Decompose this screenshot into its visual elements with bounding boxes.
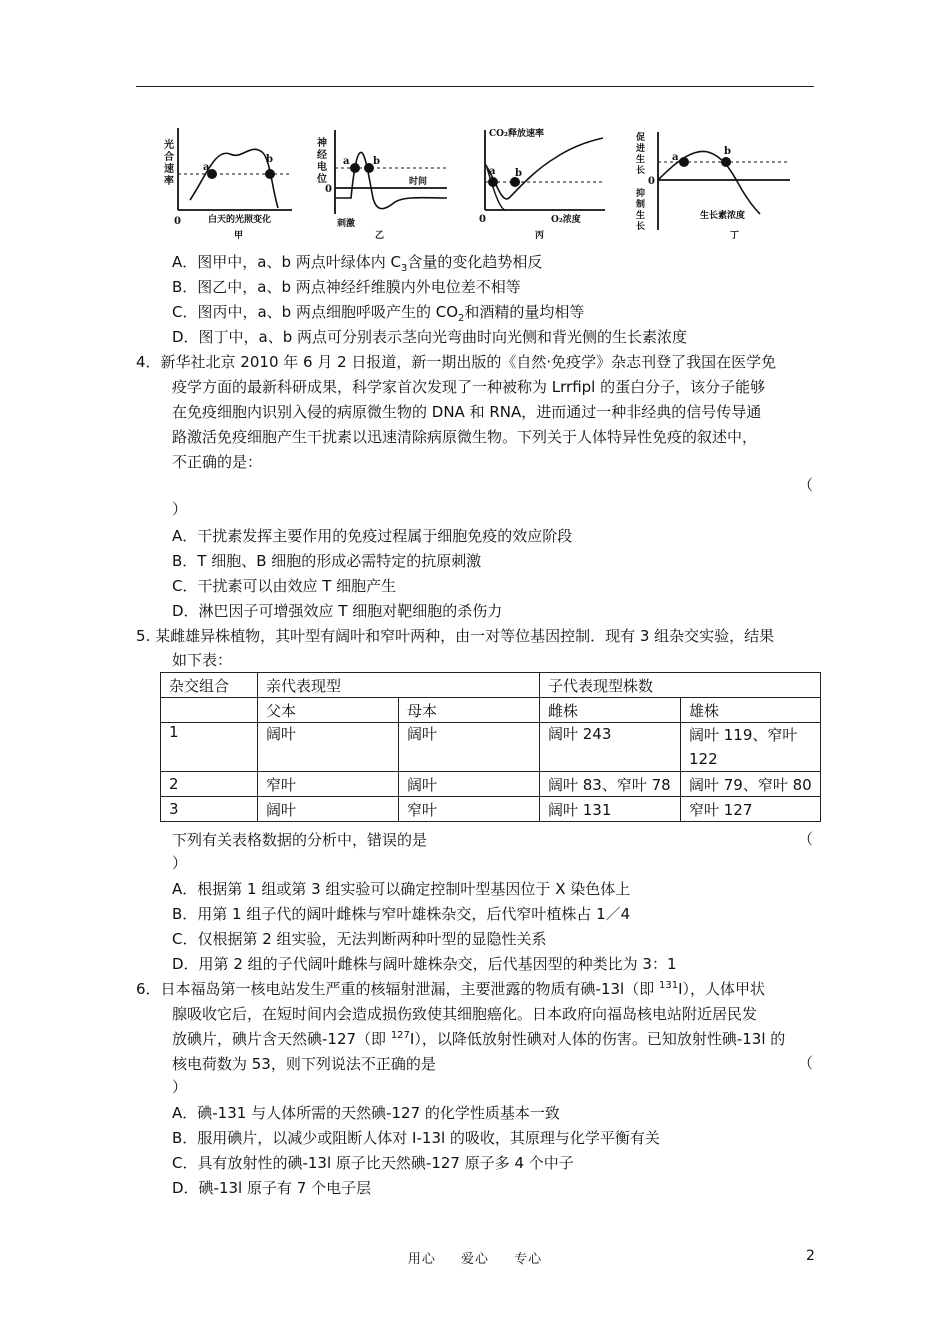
table-cell-male-line1: 阔叶 119、窄叶	[689, 726, 798, 744]
q6-paren-open: （	[798, 1054, 814, 1072]
ding-point-a	[679, 157, 689, 167]
bing-caption: 丙	[535, 231, 545, 241]
ding-point-b	[721, 157, 731, 167]
jia-caption: 甲	[234, 231, 244, 241]
table-cell-id: 3	[161, 797, 258, 822]
table-header-offspring: 子代表现型株数	[540, 673, 821, 698]
q3-option-c-tail: 和酒精的量均相等	[464, 303, 585, 321]
ding-ylabel-top-4: 长	[636, 166, 646, 176]
yi-label-a: a	[343, 156, 350, 167]
q6-stem-line1	[136, 977, 765, 1001]
q4-option-c: C．干扰素可以由效应 T 细胞产生	[172, 577, 397, 595]
q6-option-c: C．具有放射性的碘-13l 原子比天然碘-127 原子多 4 个中子	[172, 1154, 574, 1172]
q6-stem-line4: 核电荷数为 53，则下列说法不正确的是	[172, 1055, 436, 1073]
q4-stem-line1: 4．新华社北京 2010 年 6 月 2 日报道，新一期出版的《自然·免疫学》杂志刊登了我国在医学免	[136, 353, 777, 371]
table-row	[161, 772, 821, 797]
table-cell-male: 阔叶 79、窄叶 80	[681, 772, 821, 797]
figure-row	[160, 118, 820, 246]
table-cell-male: 窄叶 127	[681, 797, 821, 822]
ding-label-b: b	[724, 146, 731, 157]
q3-option-c-text: C．图丙中，a、b 两点细胞呼吸产生的 CO	[172, 303, 459, 321]
footer-text-3: 专心	[514, 1252, 543, 1267]
q5-stem-line2: 如下表：	[172, 651, 233, 669]
table-row	[161, 797, 821, 822]
table-cell-father: 窄叶	[258, 772, 399, 797]
ding-origin: 0	[648, 176, 655, 187]
page-number: 2	[806, 1248, 815, 1264]
q5-option-d: D．用第 2 组的子代阔叶雌株与阔叶雄株杂交，后代基因型的种类比为 3：1	[172, 955, 677, 973]
q5-option-a: A．根据第 1 组或第 3 组实验可以确定控制叶型基因位于 X 染色体上	[172, 880, 631, 898]
table-cell-male	[681, 723, 821, 772]
q4-option-b: B．T 细胞、B 细胞的形成必需特定的抗原刺激	[172, 552, 482, 570]
ding-label-a: a	[672, 152, 679, 163]
ding-xlabel: 生长素浓度	[700, 211, 746, 221]
q6-line3-b: I），以降低放射性碘对人体的伤害。已知放射性碘-13l 的	[409, 1030, 786, 1048]
q6-stem-line3	[172, 1027, 785, 1051]
yi-stim-label: 刺激	[337, 219, 356, 229]
bing-ylabel: CO₂释放速率	[489, 129, 544, 139]
q4-stem-line2: 疫学方面的最新科研成果，科学家首次发现了一种被称为 Lrrfipl 的蛋白分子，该分子能够	[172, 378, 766, 396]
footer-text-1: 用心	[407, 1252, 436, 1267]
header-rule	[136, 86, 814, 87]
figure-yi	[315, 118, 455, 247]
table-cell-id: 1	[161, 723, 258, 772]
yi-point-a	[350, 163, 360, 173]
table-cell-mother: 阔叶	[399, 723, 540, 772]
bing-label-b: b	[515, 168, 522, 179]
table-header-cross: 杂交组合	[161, 673, 258, 698]
yi-caption: 乙	[375, 231, 385, 241]
ding-ylabel-bottom-3: 生	[636, 211, 646, 221]
ding-caption: 丁	[730, 231, 740, 241]
yi-ylabel-1: 神	[317, 138, 327, 149]
yi-ylabel-4: 位	[317, 174, 327, 185]
q3-option-c-sub: 2	[458, 313, 465, 324]
q3-option-a-sub: 3	[401, 263, 408, 274]
q5-option-b: B．用第 1 组子代的阔叶雌株与窄叶雄株杂交，后代窄叶植株占 1／4	[172, 905, 631, 923]
ding-ylabel-bottom-2: 制	[636, 200, 646, 210]
bing-point-a	[488, 177, 498, 187]
table-cell-father: 阔叶	[258, 797, 399, 822]
q3-option-a	[172, 250, 542, 274]
jia-ylabel-4: 率	[164, 176, 174, 187]
q3-option-b: B．图乙中，a、b 两点神经纤维膜内外电位差不相等	[172, 278, 521, 296]
q4-paren-open: （	[798, 476, 814, 494]
q6-option-b: B．服用碘片，以减少或阻断人体对 I-13l 的吸收，其原理与化学平衡有关	[172, 1129, 660, 1147]
table-cell-id: 2	[161, 772, 258, 797]
jia-ylabel-1: 光	[164, 140, 174, 151]
yi-xlabel: 时间	[409, 177, 428, 187]
ding-ylabel-top-3: 生	[636, 155, 646, 165]
q5-stem-line1: 5. 某雌雄异株植物，其叶型有阔叶和窄叶两种，由一对等位基因控制．现有 3 组杂交实验，结果	[136, 627, 775, 645]
bing-curve-co2	[485, 138, 603, 199]
jia-ylabel-3: 速	[164, 164, 174, 175]
q4-stem-line4: 路激活免疫细胞产生干扰素以迅速清除病原微生物。下列关于人体特异性免疫的叙述中，	[172, 428, 758, 446]
table-subheader-blank	[161, 698, 258, 723]
q6-option-d: D．碘-13l 原子有 7 个电子层	[172, 1179, 372, 1197]
bing-xlabel: O₂浓度	[551, 215, 581, 225]
table-cell-male-line2: 122	[689, 750, 718, 768]
figure-bing	[475, 118, 625, 247]
q3-option-d: D．图丁中，a、b 两点可分别表示茎向光弯曲时向光侧和背光侧的生长素浓度	[172, 328, 688, 346]
table-header-parent: 亲代表现型	[258, 673, 540, 698]
q4-paren-close: ）	[172, 500, 188, 518]
q4-stem-line3: 在免疫细胞内识别入侵的病原微生物的 DNA 和 RNA，进而通过一种非经典的信号传导通	[172, 403, 762, 421]
table-cell-mother: 阔叶	[399, 772, 540, 797]
q4-option-d: D．淋巴因子可增强效应 T 细胞对靶细胞的杀伤力	[172, 602, 503, 620]
ding-ylabel-bottom-4: 长	[636, 222, 646, 232]
q3-option-a-tail: 含量的变化趋势相反	[407, 253, 543, 271]
jia-label-b: b	[266, 154, 273, 165]
yi-ylabel-2: 经	[317, 150, 327, 161]
table-cell-female: 阔叶 83、窄叶 78	[540, 772, 681, 797]
table-cell-father: 阔叶	[258, 723, 399, 772]
yi-origin: 0	[325, 184, 332, 195]
q5-option-c: C．仅根据第 2 组实验，无法判断两种叶型的显隐性关系	[172, 930, 547, 948]
jia-origin: 0	[174, 216, 181, 227]
q5-table	[160, 672, 821, 822]
q3-option-c	[172, 300, 584, 324]
yi-label-b: b	[373, 156, 380, 167]
q6-option-a: A．碘-131 与人体所需的天然碘-127 的化学性质基本一致	[172, 1104, 560, 1122]
figure-jia	[160, 118, 300, 247]
ding-ylabel-top-2: 进	[636, 144, 646, 154]
yi-curve	[335, 152, 447, 208]
bing-label-a: a	[489, 166, 496, 177]
q6-paren-close: ）	[172, 1078, 188, 1096]
q5-prompt: 下列有关表格数据的分析中，错误的是	[172, 831, 428, 849]
q6-line1-sup: 131	[658, 980, 679, 991]
figure-ding	[630, 118, 800, 247]
ding-ylabel-bottom-1: 抑	[636, 189, 646, 199]
q5-paren-close: ）	[172, 854, 188, 872]
table-subheader-male: 雄株	[681, 698, 821, 723]
q6-line3-sup: 127	[390, 1030, 410, 1041]
table-row	[161, 723, 821, 772]
q3-option-a-text: A．图甲中，a、b 两点叶绿体内 C	[172, 253, 401, 271]
table-subheader-father: 父本	[258, 698, 399, 723]
jia-point-b	[265, 169, 275, 179]
footer-text-2: 爱心	[460, 1252, 489, 1267]
jia-xlabel: 白天的光照变化	[208, 215, 272, 225]
table-cell-mother: 窄叶	[399, 797, 540, 822]
bing-origin: 0	[479, 214, 486, 225]
q6-line3-a: 放碘片，碘片含天然碘-127（即	[172, 1030, 391, 1048]
q6-line1-b: I），人体甲状	[678, 980, 766, 998]
table-subheader-female: 雌株	[540, 698, 681, 723]
q5-paren-open: （	[798, 830, 814, 848]
q4-option-a: A．干扰素发挥主要作用的免疫过程属于细胞免疫的效应阶段	[172, 527, 573, 545]
jia-label-a: a	[203, 162, 210, 173]
ding-ylabel-top-1: 促	[636, 133, 646, 143]
table-subheader-mother: 母本	[399, 698, 540, 723]
q6-stem-line2: 腺吸收它后，在短时间内会造成损伤致使其细胞癌化。日本政府向福岛核电站附近居民发	[172, 1005, 758, 1023]
jia-ylabel-2: 合	[164, 152, 174, 163]
q4-stem-line5: 不正确的是：	[172, 453, 263, 471]
yi-ylabel-3: 电	[317, 162, 327, 173]
table-cell-female: 阔叶 131	[540, 797, 681, 822]
jia-curve	[190, 149, 278, 208]
q6-line1-a: 6．日本福岛第一核电站发生严重的核辐射泄漏，主要泄露的物质有碘-13l（即	[136, 980, 659, 998]
table-cell-female: 阔叶 243	[540, 723, 681, 772]
